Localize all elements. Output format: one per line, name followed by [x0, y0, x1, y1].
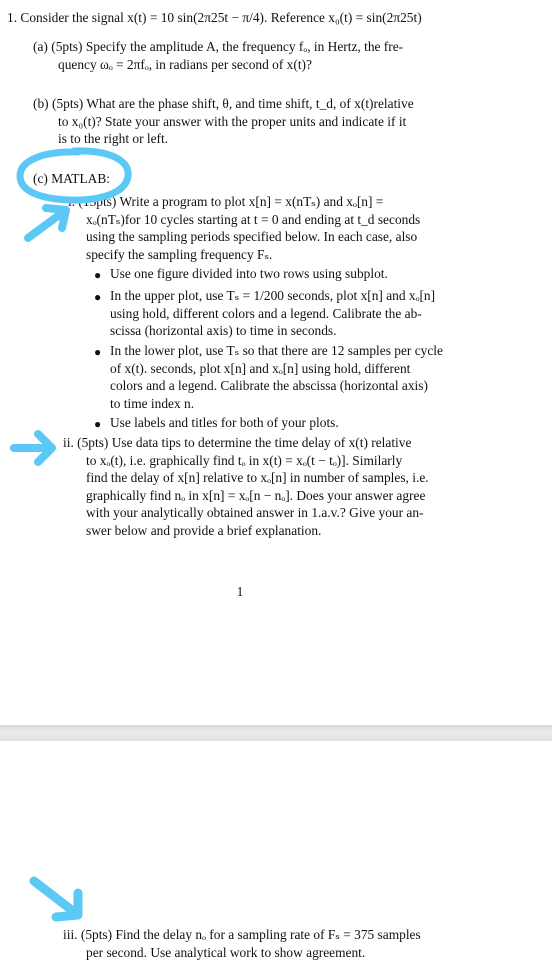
part-c-ii-line-5: with your analytically obtained answer in 1.a.v.? Give your an-: [86, 505, 424, 521]
part-c-label: (c) MATLAB:: [33, 171, 110, 186]
part-c-i-line-4: specify the sampling frequency Fₛ.: [86, 246, 273, 262]
part-c-iii: [63, 926, 496, 961]
part-b: [33, 95, 495, 148]
part-c-ii-line-2: to xₒ(t), i.e. graphically find tₒ in x(t) = xₒ(t − tₒ)]. Similarly: [86, 452, 403, 468]
bullet-item-4: Use labels and titles for both of your plots.: [110, 415, 339, 430]
bullet-item-3: In the lower plot, use Tₛ so that there are 12 samples per cycle of x(t). seconds, plot x[n] and xₒ[n] using hold, different colors and a legend. Calibrate the abscissa (horizontal axis) to time index n.: [110, 343, 443, 411]
arrow-annotation-icon: [20, 198, 75, 246]
part-c-i-line-3: using the sampling periods specified below. In each case, also: [86, 229, 418, 245]
bullet-item-1: Use one figure divided into two rows using subplot.: [110, 266, 388, 281]
part-a-line-1: (a) (5pts) Specify the amplitude A, the frequency fₒ, in Hertz, the fre-: [33, 39, 404, 54]
arrow-annotation-icon: [8, 426, 60, 470]
part-c-ii-line-4: graphically find nₒ in x[n] = xₒ[n − nₒ]. Does your answer agree: [86, 487, 426, 503]
page-2: [0, 741, 552, 978]
part-c-ii: [63, 434, 496, 540]
part-c-ii-line-6: swer below and provide a brief explanation.: [86, 522, 322, 538]
page-separator: [0, 725, 552, 741]
bullet-icon: ●: [94, 268, 102, 282]
question-1-text: 1. Consider the signal x(t) = 10 sin(2π25t − π/4). Reference x₀(t) = sin(2π25t): [7, 10, 422, 25]
part-c-i-line-1: i. (15pts) Write a program to plot x[n] = x(nTₛ) and xₒ[n] =: [68, 194, 384, 209]
part-b-line-3: is to the right or left.: [58, 131, 169, 147]
part-c-ii-line-3: find the delay of x[n] relative to xₒ[n] in number of samples, i.e.: [86, 470, 429, 486]
circle-annotation-icon: [14, 146, 134, 206]
question-1: [7, 9, 507, 27]
arrow-annotation-icon: [26, 871, 92, 927]
part-b-line-1: (b) (5pts) What are the phase shift, θ, and time shift, t_d, of x(t)relative: [33, 96, 414, 111]
part-c-ii-line-1: ii. (5pts) Use data tips to determine the time delay of x(t) relative: [63, 435, 412, 450]
part-c-iii-line-2: per second. Use analytical work to show agreement.: [86, 944, 366, 960]
part-a: [33, 38, 495, 73]
bullet-icon: ●: [94, 345, 102, 359]
part-c-iii-line-1: iii. (5pts) Find the delay nₒ for a sampling rate of Fₛ = 375 samples: [63, 927, 421, 942]
page-number: 1: [236, 584, 244, 599]
bullet-icon: ●: [94, 417, 102, 431]
part-c-i-line-2: xₒ(nTₛ)for 10 cycles starting at t = 0 and ending at t_d seconds: [86, 211, 421, 227]
bullet-item-2: In the upper plot, use Tₛ = 1/200 seconds, plot x[n] and xₒ[n] using hold, different colors and a legend. Calibrate the ab- scissa (horizontal axis) to time in seconds.: [110, 288, 436, 339]
bullet-icon: ●: [94, 290, 102, 304]
part-b-line-2: to x₀(t)? State your answer with the proper units and indicate if it: [58, 113, 407, 129]
part-a-line-2: quency ωₒ = 2πfₒ, in radians per second of x(t)?: [58, 56, 312, 72]
